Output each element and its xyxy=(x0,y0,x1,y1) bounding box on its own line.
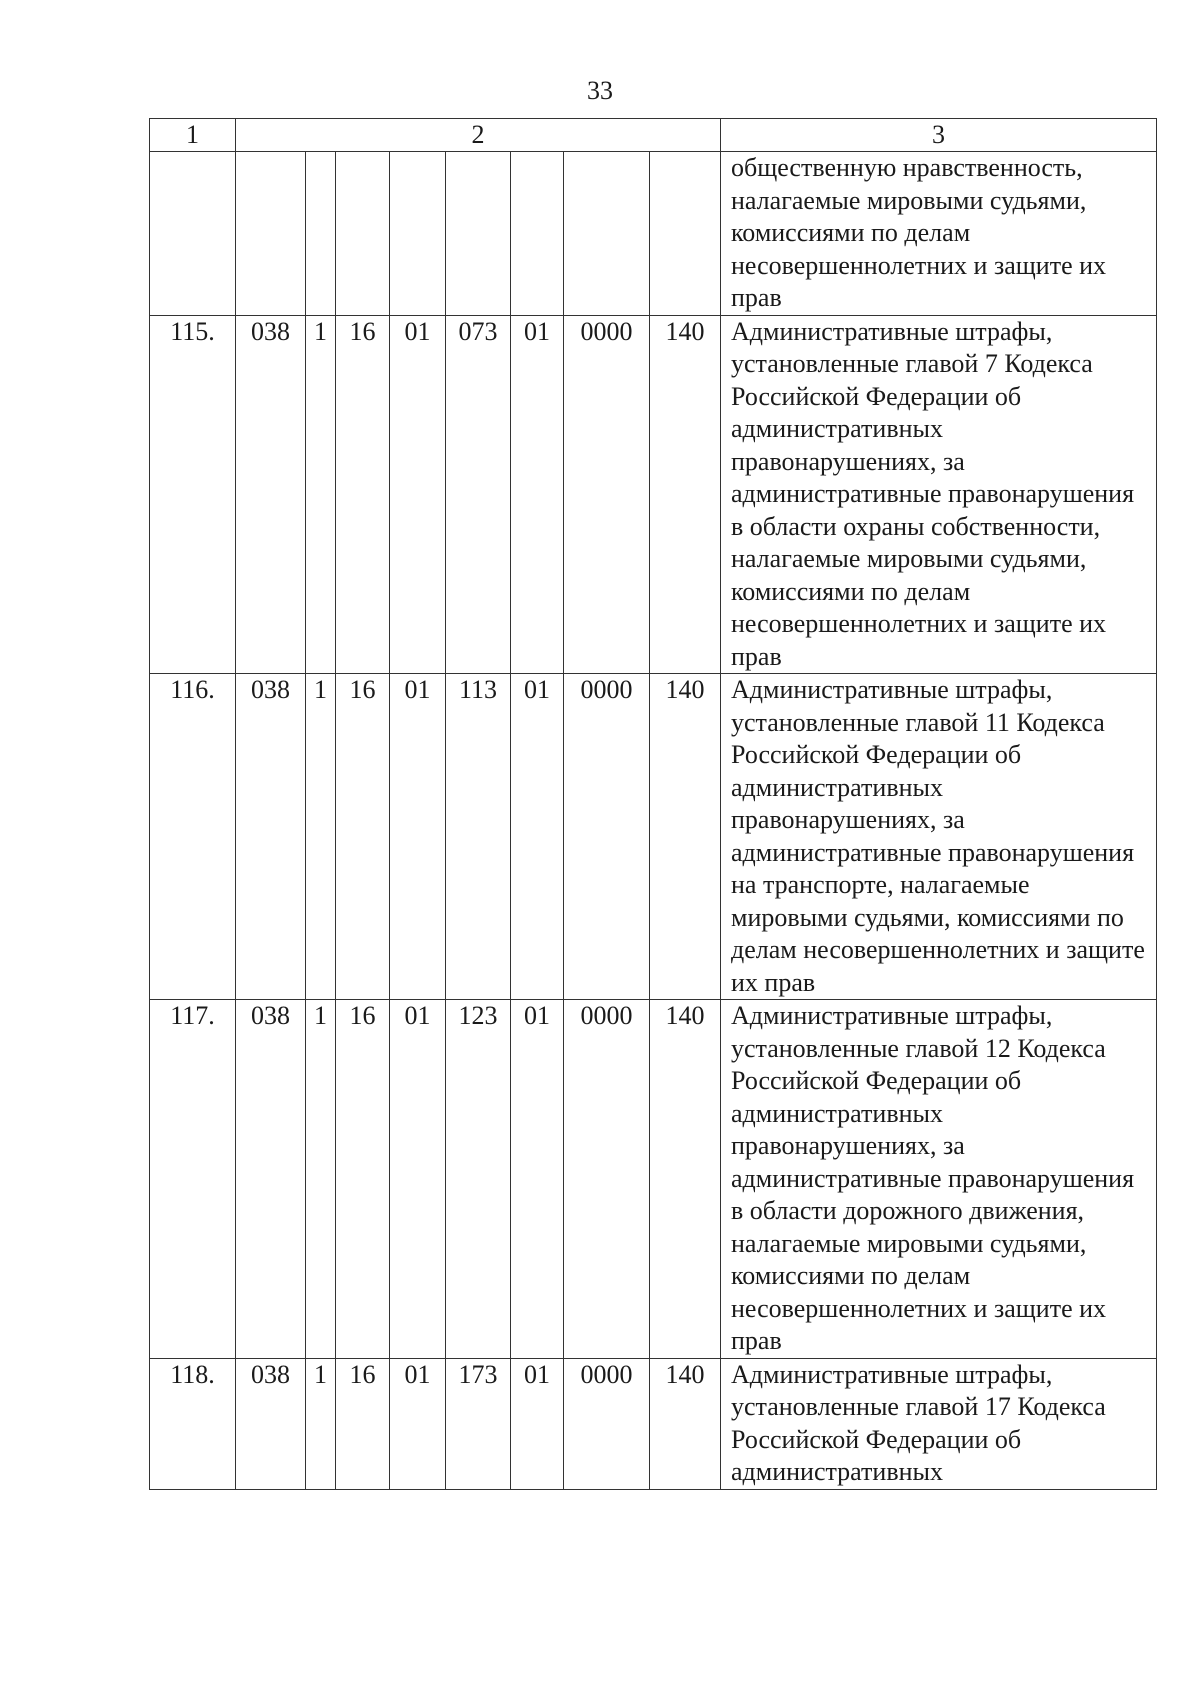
code-cell xyxy=(511,152,564,316)
description-cell: Административные штрафы, установленные главой 12 Кодекса Российской Федерации об административных правонарушениях, за административные правонарушения в области дорожного движения, налагаемые мировыми судьями, комиссиями по делам несовершеннолетних и защите их прав xyxy=(721,1000,1157,1359)
code-cell: 140 xyxy=(650,1000,721,1359)
code-cell: 0000 xyxy=(564,1000,650,1359)
row-num-cell xyxy=(150,152,236,316)
code-cell: 0000 xyxy=(564,315,650,674)
code-cell xyxy=(564,152,650,316)
code-cell: 01 xyxy=(511,1358,564,1489)
page-number: 33 xyxy=(587,76,613,105)
header-col-2: 2 xyxy=(236,119,721,152)
code-cell: 16 xyxy=(336,1000,390,1359)
budget-codes-table xyxy=(149,118,1157,1490)
code-cell: 140 xyxy=(650,315,721,674)
code-cell: 01 xyxy=(390,1000,446,1359)
code-cell: 073 xyxy=(446,315,511,674)
code-cell xyxy=(336,152,390,316)
description-cell: общественную нравственность, налагаемые мировыми судьями, комиссиями по делам несовершеннолетних и защите их прав xyxy=(721,152,1157,316)
code-cell: 140 xyxy=(650,674,721,1000)
table-header-row xyxy=(150,119,1157,152)
table-row xyxy=(150,315,1157,674)
header-col-1: 1 xyxy=(150,119,236,152)
code-cell: 16 xyxy=(336,315,390,674)
code-cell xyxy=(390,152,446,316)
code-cell: 038 xyxy=(236,674,306,1000)
code-cell: 140 xyxy=(650,1358,721,1489)
code-cell: 01 xyxy=(511,674,564,1000)
code-cell: 16 xyxy=(336,1358,390,1489)
table-row-continuation xyxy=(150,152,1157,316)
row-num-cell: 115. xyxy=(150,315,236,674)
description-cell: Административные штрафы, установленные главой 17 Кодекса Российской Федерации об административных xyxy=(721,1358,1157,1489)
code-cell: 038 xyxy=(236,1358,306,1489)
code-cell: 0000 xyxy=(564,674,650,1000)
description-cell: Административные штрафы, установленные главой 7 Кодекса Российской Федерации об административных правонарушениях, за административные правонарушения в области охраны собственности, налагаемые мировыми судьями, комиссиями по делам несовершеннолетних и защите их прав xyxy=(721,315,1157,674)
code-cell xyxy=(650,152,721,316)
code-cell: 01 xyxy=(390,1358,446,1489)
table-row xyxy=(150,674,1157,1000)
code-cell xyxy=(306,152,336,316)
description-cell: Административные штрафы, установленные главой 11 Кодекса Российской Федерации об административных правонарушениях, за административные правонарушения на транспорте, налагаемые мировыми судьями, комиссиями по делам несовершеннолетних и защите их прав xyxy=(721,674,1157,1000)
row-num-cell: 117. xyxy=(150,1000,236,1359)
code-cell: 01 xyxy=(511,1000,564,1359)
code-cell: 173 xyxy=(446,1358,511,1489)
code-cell xyxy=(236,152,306,316)
row-num-cell: 116. xyxy=(150,674,236,1000)
header-col-3: 3 xyxy=(721,119,1157,152)
code-cell: 1 xyxy=(306,1358,336,1489)
table-row xyxy=(150,1358,1157,1489)
code-cell: 038 xyxy=(236,1000,306,1359)
code-cell: 1 xyxy=(306,1000,336,1359)
table-row xyxy=(150,1000,1157,1359)
code-cell: 16 xyxy=(336,674,390,1000)
code-cell: 123 xyxy=(446,1000,511,1359)
code-cell: 0000 xyxy=(564,1358,650,1489)
code-cell: 01 xyxy=(390,315,446,674)
row-num-cell: 118. xyxy=(150,1358,236,1489)
code-cell: 1 xyxy=(306,674,336,1000)
code-cell: 01 xyxy=(511,315,564,674)
code-cell: 01 xyxy=(390,674,446,1000)
code-cell: 1 xyxy=(306,315,336,674)
code-cell xyxy=(446,152,511,316)
code-cell: 038 xyxy=(236,315,306,674)
code-cell: 113 xyxy=(446,674,511,1000)
